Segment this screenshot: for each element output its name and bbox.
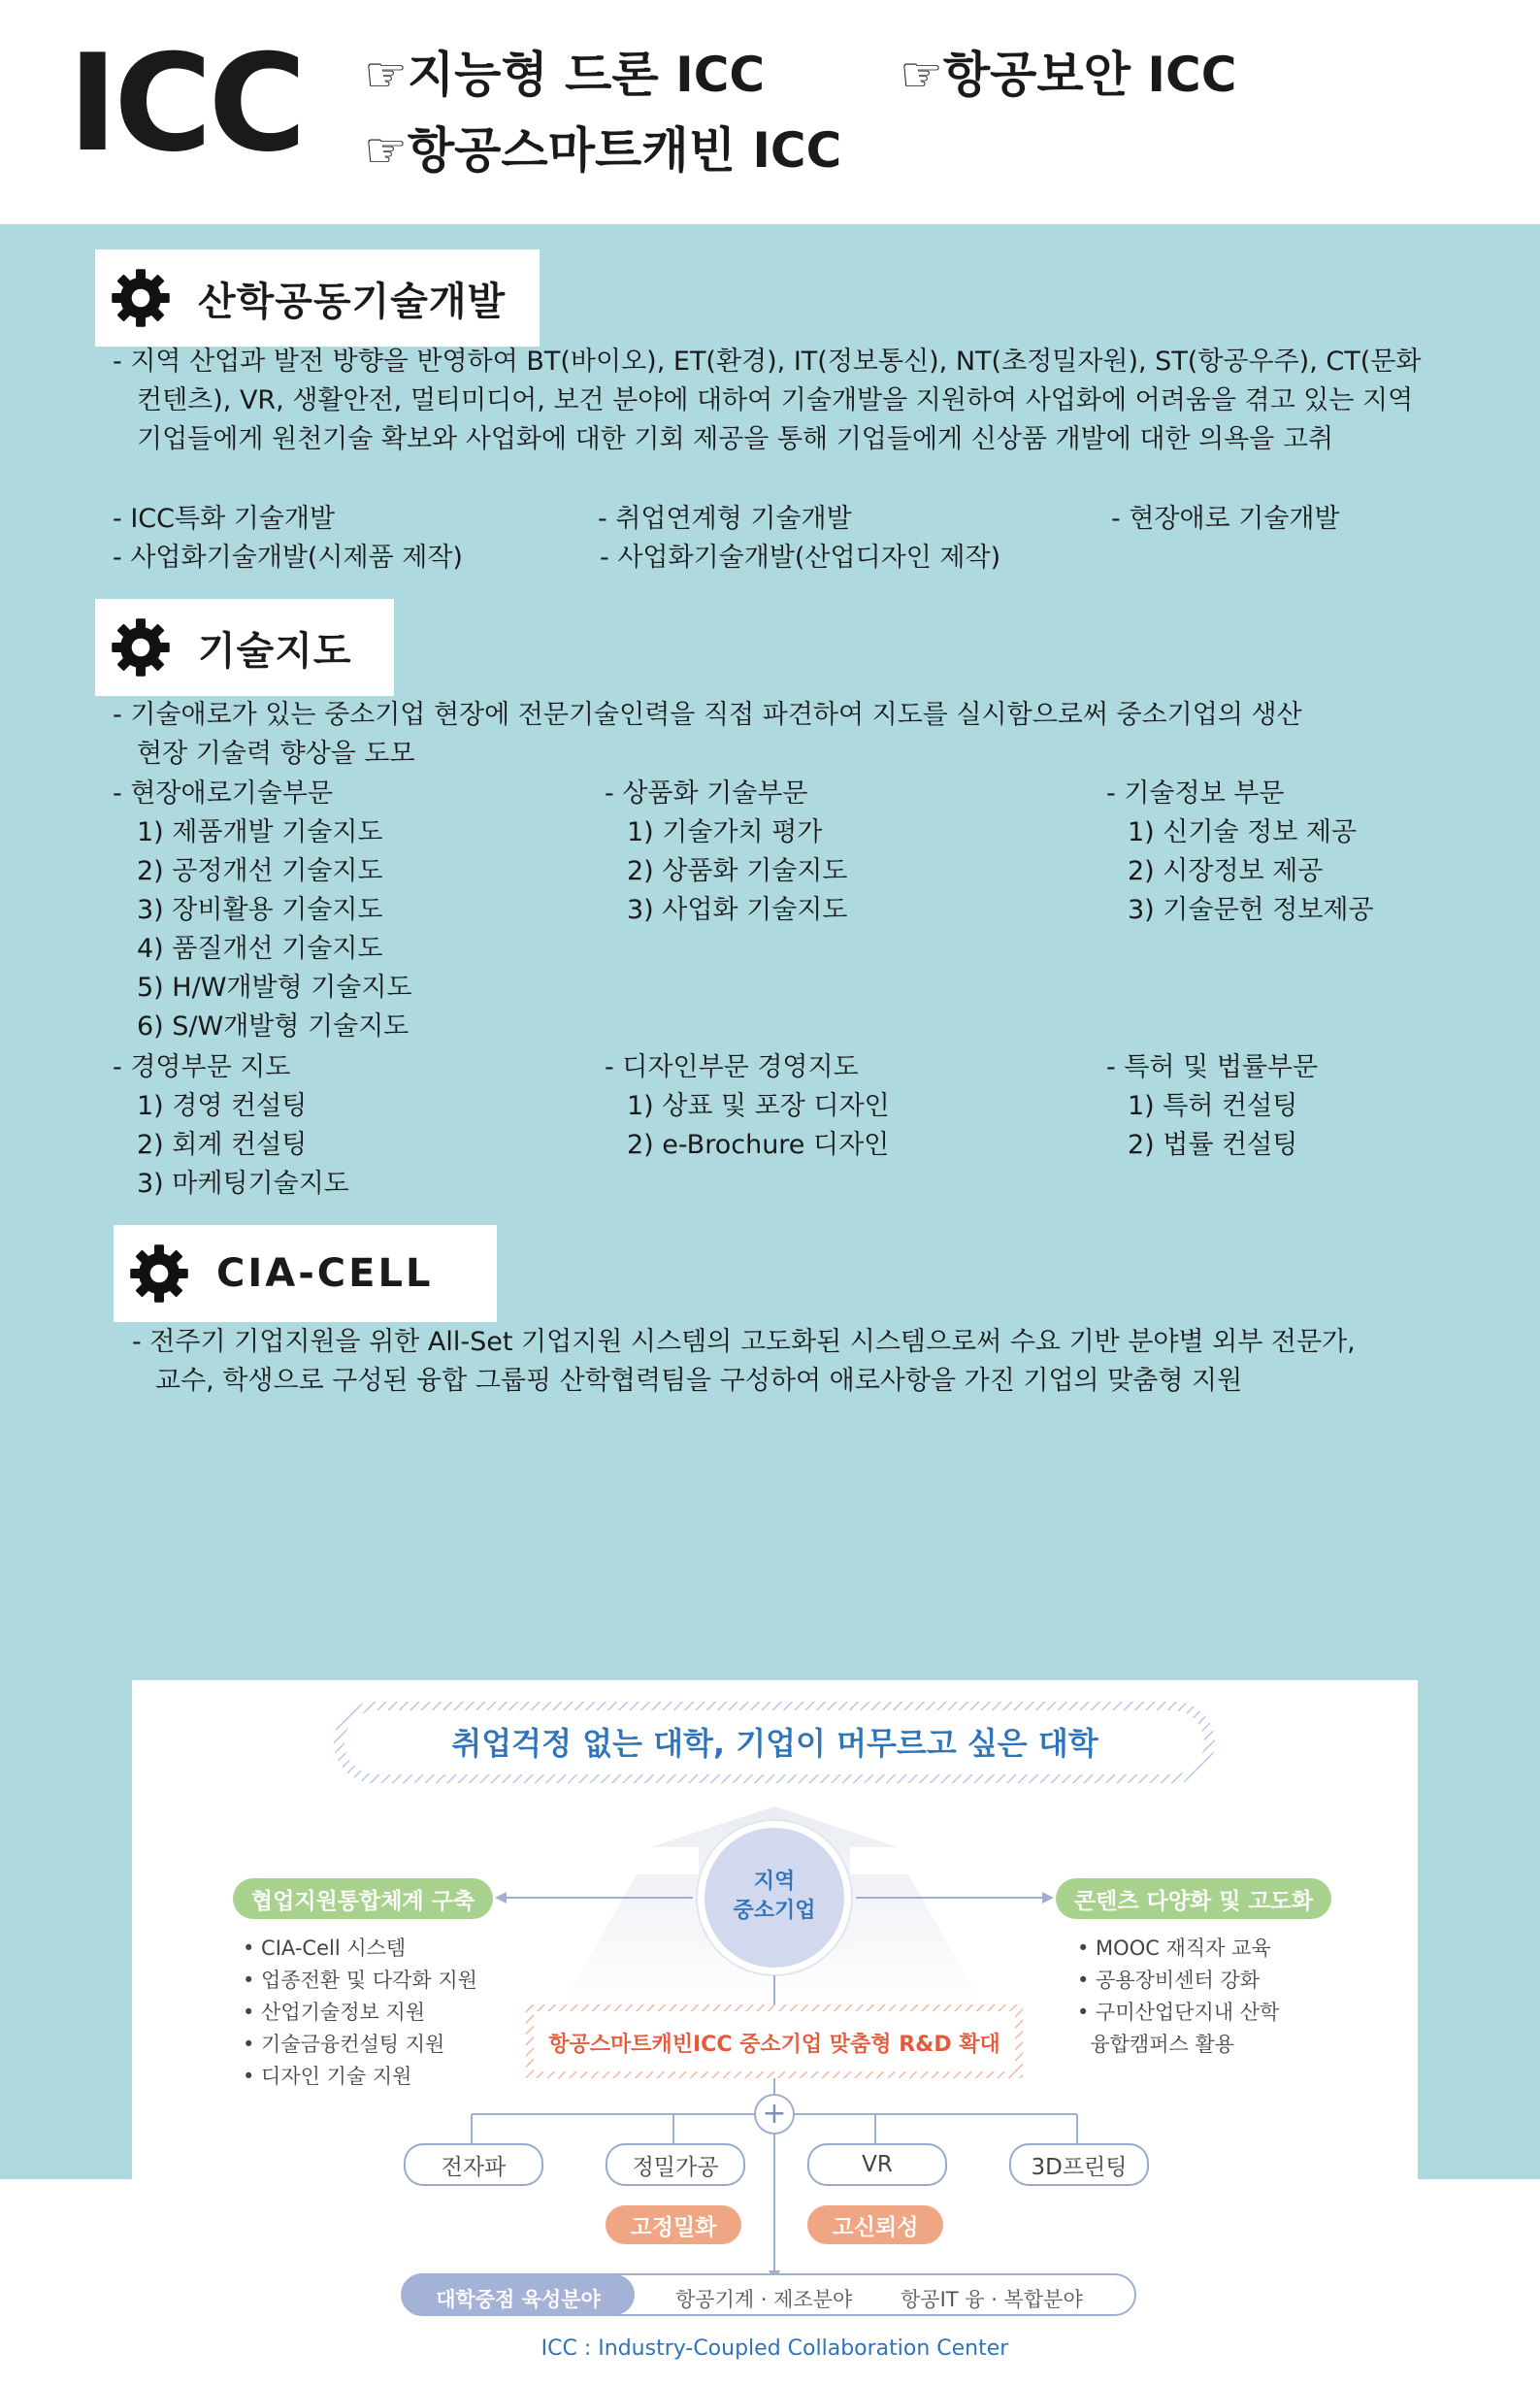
field-tag: 정밀가공 <box>606 2143 745 2186</box>
guidance-col1-item: - 현장애로기술부문 <box>113 778 333 809</box>
section-rnd-title: 산학공동기술개발 <box>198 279 507 324</box>
orange-pill: 고정밀화 <box>606 2205 741 2244</box>
guidance-col1-item: 1) 제품개발 기술지도 <box>137 817 383 847</box>
guidance-col3-item: 3) 기술문헌 정보제공 <box>1128 895 1374 925</box>
rnd-desc-line: 컨텐츠), VR, 생활안전, 멀티미디어, 보건 분야에 대하여 기술개발을 지원하여 사업화에 어려움을 겪고 있는 지역 <box>137 385 1414 415</box>
bottom-bar-item: 항공IT 융 · 복합분야 <box>901 2288 1083 2311</box>
page-header <box>0 0 1540 224</box>
guidance-col3-item: - 특허 및 법률부문 <box>1106 1052 1319 1082</box>
guidance-col2-item: 1) 기술가치 평가 <box>627 817 823 847</box>
orange-pill: 고신뢰성 <box>807 2205 943 2244</box>
rd-text: 항공스마트캐빈ICC 중소기업 맞춤형 R&D 확대 <box>548 2033 1000 2057</box>
left-item: • 산업기술정보 지원 <box>243 2001 426 2024</box>
link-aviation-security-icc[interactable]: ☞항공보안 ICC <box>900 47 1237 103</box>
field-tag: 전자파 <box>404 2143 543 2186</box>
guidance-desc-line: 현장 기술력 향상을 도모 <box>137 739 415 769</box>
bottom-bar-label: 대학중점 육성분야 <box>436 2288 601 2311</box>
guidance-col2-item: 3) 사업화 기술지도 <box>627 895 848 925</box>
guidance-col3-item: 2) 법률 컨설팅 <box>1128 1130 1298 1160</box>
plus-icon: + <box>762 2097 787 2131</box>
rnd-desc-line: - 지역 산업과 발전 방향을 반영하여 BT(바이오), ET(환경), IT(정보통신), NT(초정밀자원), ST(항공우주), CT(문화 <box>113 347 1422 377</box>
guidance-col2-item: 2) 상품화 기술지도 <box>627 856 848 886</box>
content-area <box>0 224 1540 2361</box>
guidance-desc-line: - 기술애로가 있는 중소기업 현장에 전문기술인력을 직접 파견하여 지도를 실시함으로써 중소기업의 생산 <box>113 700 1302 730</box>
right-item: • MOOC 재직자 교육 <box>1077 1937 1271 1960</box>
cia-desc-line: - 전주기 기업지원을 위한 All-Set 기업지원 시스템의 고도화된 시스템으로써 수요 기반 분야별 외부 전문가, <box>132 1327 1356 1357</box>
guidance-col1-item: - 경영부문 지도 <box>113 1052 291 1082</box>
page-title: ICC <box>68 25 303 182</box>
guidance-col3-item: 1) 특허 컨설팅 <box>1128 1091 1298 1121</box>
banner-text: 취업걱정 없는 대학, 기업이 머무르고 싶은 대학 <box>451 1725 1098 1762</box>
infographic <box>132 1680 1418 2384</box>
gear-icon <box>111 617 171 678</box>
guidance-col3-item: 2) 시장정보 제공 <box>1128 856 1324 886</box>
field-tag: 3D프린팅 <box>1009 2143 1149 2186</box>
guidance-col1-item: 4) 품질개선 기술지도 <box>137 934 383 964</box>
guidance-col2-item: 2) e-Brochure 디자인 <box>627 1130 890 1160</box>
guidance-col1-item: 5) H/W개발형 기술지도 <box>137 973 412 1003</box>
gear-icon <box>129 1243 189 1304</box>
link-smart-cabin-icc[interactable]: ☞항공스마트캐빈 ICC <box>364 122 842 179</box>
left-item: • 업종전환 및 다각화 지원 <box>243 1969 477 1992</box>
right-item: • 공용장비센터 강화 <box>1077 1969 1261 1992</box>
guidance-col3-item: - 기술정보 부문 <box>1106 778 1285 809</box>
left-item: • 디자인 기술 지원 <box>243 2065 412 2088</box>
right-item: 융합캠퍼스 활용 <box>1077 2033 1235 2056</box>
guidance-col1-item: 1) 경영 컨설팅 <box>137 1091 308 1121</box>
cia-desc-line: 교수, 학생으로 구성된 융합 그룹핑 산학협력팀을 구성하여 애로사항을 가진 기업의 맞춤형 지원 <box>155 1366 1243 1396</box>
guidance-col2-item: - 상품화 기술부문 <box>605 778 808 809</box>
rnd-item: - 취업연계형 기술개발 <box>598 504 852 534</box>
guidance-col3-item: 1) 신기술 정보 제공 <box>1128 817 1358 847</box>
guidance-col1-item: 3) 장비활용 기술지도 <box>137 895 383 925</box>
section-rnd-header <box>95 249 540 347</box>
gear-icon <box>111 268 171 328</box>
field-tag: VR <box>807 2143 947 2186</box>
rnd-item: - ICC특화 기술개발 <box>113 504 336 534</box>
section-guidance-header <box>95 599 394 696</box>
left-item: • CIA-Cell 시스템 <box>243 1937 407 1960</box>
guidance-col2-item: - 디자인부문 경영지도 <box>605 1052 859 1082</box>
center-text-line2: 중소기업 <box>733 1899 816 1923</box>
left-arrow-head <box>495 1892 507 1904</box>
guidance-col1-item: 6) S/W개발형 기술지도 <box>137 1011 410 1042</box>
guidance-col1-item: 2) 회계 컨설팅 <box>137 1130 308 1160</box>
section-cia-title: CIA-CELL <box>216 1251 434 1296</box>
left-title-pill: 협업지원통합체계 구축 <box>233 1878 493 1919</box>
rnd-item: - 현장애로 기술개발 <box>1111 504 1340 534</box>
section-guidance-title: 기술지도 <box>198 628 352 674</box>
guidance-col1-item: 3) 마케팅기술지도 <box>137 1169 349 1199</box>
section-cia-header <box>114 1225 497 1322</box>
right-title-pill: 콘텐츠 다양화 및 고도화 <box>1056 1878 1331 1919</box>
right-arrow-head <box>1042 1892 1054 1904</box>
right-item: • 구미산업단지내 산학 <box>1077 2001 1280 2024</box>
rnd-item: - 사업화기술개발(산업디자인 제작) <box>600 543 1001 573</box>
left-item: • 기술금융컨설팅 지원 <box>243 2033 445 2056</box>
infographic-footer: ICC : Industry-Coupled Collaboration Center <box>541 2336 1009 2361</box>
guidance-col1-item: 2) 공정개선 기술지도 <box>137 856 383 886</box>
rnd-desc-line: 기업들에게 원천기술 확보와 사업화에 대한 기회 제공을 통해 기업들에게 신상품 개발에 대한 의욕을 고취 <box>137 424 1334 454</box>
bottom-bar-item: 항공기계 · 제조분야 <box>675 2288 853 2311</box>
center-text-line1: 지역 <box>753 1870 796 1894</box>
link-drone-icc[interactable]: ☞지능형 드론 ICC <box>364 47 766 103</box>
guidance-col2-item: 1) 상표 및 포장 디자인 <box>627 1091 890 1121</box>
rnd-item: - 사업화기술개발(시제품 제작) <box>113 543 463 573</box>
